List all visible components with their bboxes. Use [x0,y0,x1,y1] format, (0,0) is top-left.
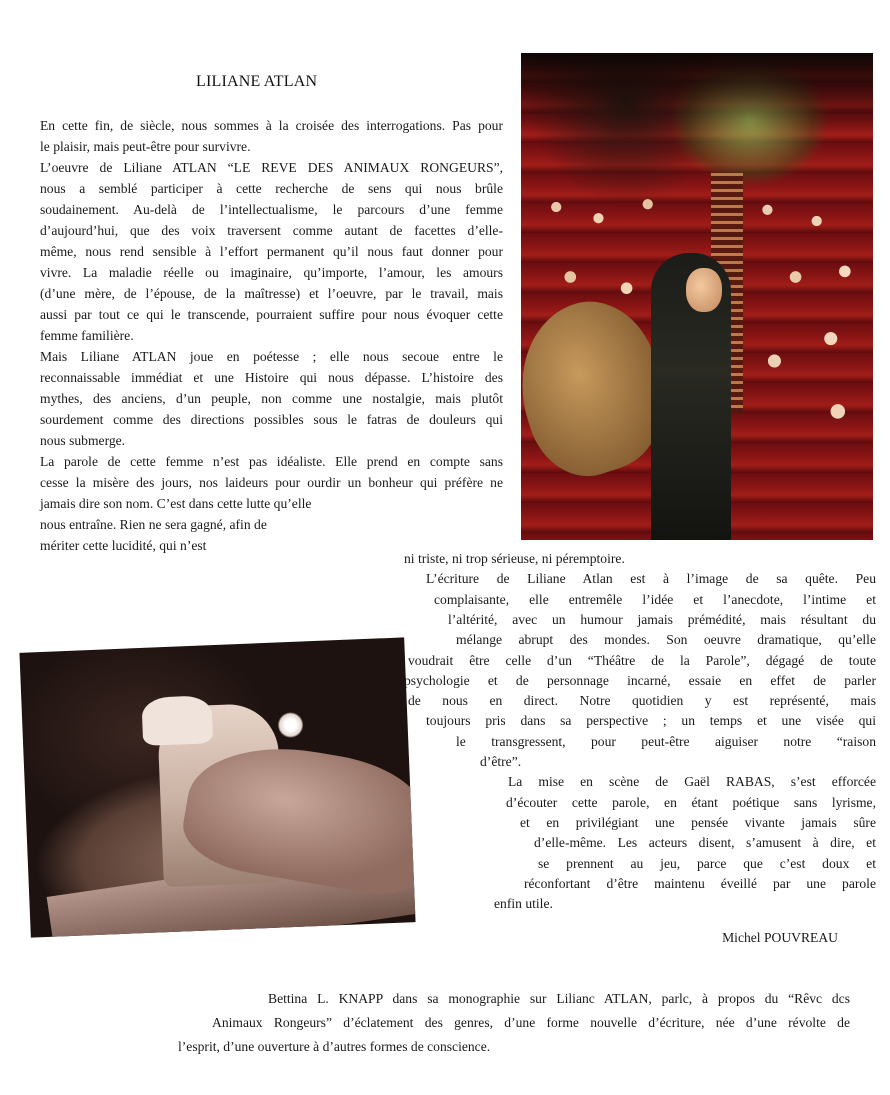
photo-nurse-and-patient [19,637,415,937]
text-line: d’écouter cette parole, en étant poétique sans lyrisme, [506,794,876,810]
text-line: de nous en direct. Notre quotidien y est représenté, mais [408,693,876,709]
article-title: LILIANE ATLAN [196,73,318,90]
text-line: d’être”. [480,754,522,769]
text-line: d’elle-même. Les acteurs disent, s’amusent à dire, et [534,835,876,851]
text-line: jamais dire son nom. C’est dans cette lutte qu’elle [40,496,312,511]
column-1-text [40,115,503,556]
text-line: nous a semblé participer à cette recherche de sens qui nous brûle [40,181,503,196]
text-line: même, nous rend sensible à l’effort permanent qu’il nous faut donner pour [40,244,503,259]
text-line: enfin utile. [494,896,553,912]
text-line: cesse la misère des jours, nos laideurs pour ourdir un bonheur qui préfère ne [40,475,503,490]
text-line: d’aujourd’hui, que des voix traversent comme autant de facettes d’elle- [40,223,503,238]
text-line: sourdement comme des directions possibles sous le fatras de douleurs qui [40,412,503,427]
text-line: nous entraîne. Rien ne sera gagné, afin de [40,517,267,532]
text-line: mélange abrupt des mondes. Son oeuvre dramatique, qu’elle [456,632,876,648]
text-line: Mais Liliane ATLAN joue en poétesse ; elle nous secoue entre le [40,349,503,364]
text-line: soudainement. Au-delà de l’intellectualisme, le parcours d’une femme [40,202,503,217]
text-line: L’écriture de Liliane Atlan est à l’image de sa quête. Peu [426,571,876,587]
text-line: reconnaissable immédiat et une Histoire qui nous dépasse. L’histoire des [40,370,503,385]
text-line: vivre. La maladie réelle ou imaginaire, qu’importe, l’amour, les amours [40,265,503,280]
text-line: Animaux Rongeurs” d’éclatement des genres, d’une forme nouvelle d’écriture, née d’une révolte de [212,1015,850,1030]
signature: Michel POUVREAU [722,930,838,945]
text-line: le transgressent, pour peut-être aiguiser notre “raison [456,733,876,749]
text-line: l’altérité, avec un humour jamais prémédité, mais résultant du [448,611,876,627]
text-line: réconfortant d’être maintenu éveillé par une parole [524,875,876,891]
text-line: aussi par tout ce qui le transcende, pourraient suffire pour nous évoquer cette [40,307,503,322]
photo-theatre-audience [521,53,873,540]
text-line: voudrait être celle d’un “Théâtre de la Parole”, dégagé de toute [408,652,876,668]
text-line: femme familière. [40,328,134,343]
text-line: nous submerge. [40,433,126,448]
text-line: et en privilégiant une pensée vivante jamais sûre [520,814,876,830]
text-line: Bettina L. KNAPP dans sa monographie sur Lilianc ATLAN, parlc, à propos du “Rêvc dcs [268,991,850,1006]
text-line: (d’une mère, de l’épouse, de la maîtresse) et l’oeuvre, par le travail, mais [40,286,503,301]
text-line: complaisante, elle entremêle l’idée et l’anecdote, l’intime et [434,591,876,607]
text-line: l’esprit, d’une ouverture à d’autres formes de conscience. [178,1039,491,1054]
text-line: L’oeuvre de Liliane ATLAN “LE REVE DES ANIMAUX RONGEURS”, [40,160,503,175]
text-line: La parole de cette femme n’est pas idéaliste. Elle prend en compte sans [40,454,503,469]
text-line: le plaisir, mais peut-être pour survivre. [40,139,251,154]
text-line: ni triste, ni trop sérieuse, ni péremptoire. [404,551,625,566]
text-line: mériter cette lucidité, qui n’est [40,538,207,553]
text-line: se prennent au jeu, parce que c’est doux et [538,855,876,871]
text-line: En cette fin, de siècle, nous sommes à la croisée des interrogations. Pas pour [40,118,503,133]
text-line: La mise en scène de Gaël RABAS, s’est efforcée [508,774,876,790]
text-line: toujours pris dans sa perspective ; un temps et une visée qui [426,713,876,729]
text-line: mythes, des anciens, d’un peuple, non comme une nostalgie, mais plutôt [40,391,503,406]
text-line: psychologie et de personnage incarné, essaie en effet de parler [404,672,876,688]
